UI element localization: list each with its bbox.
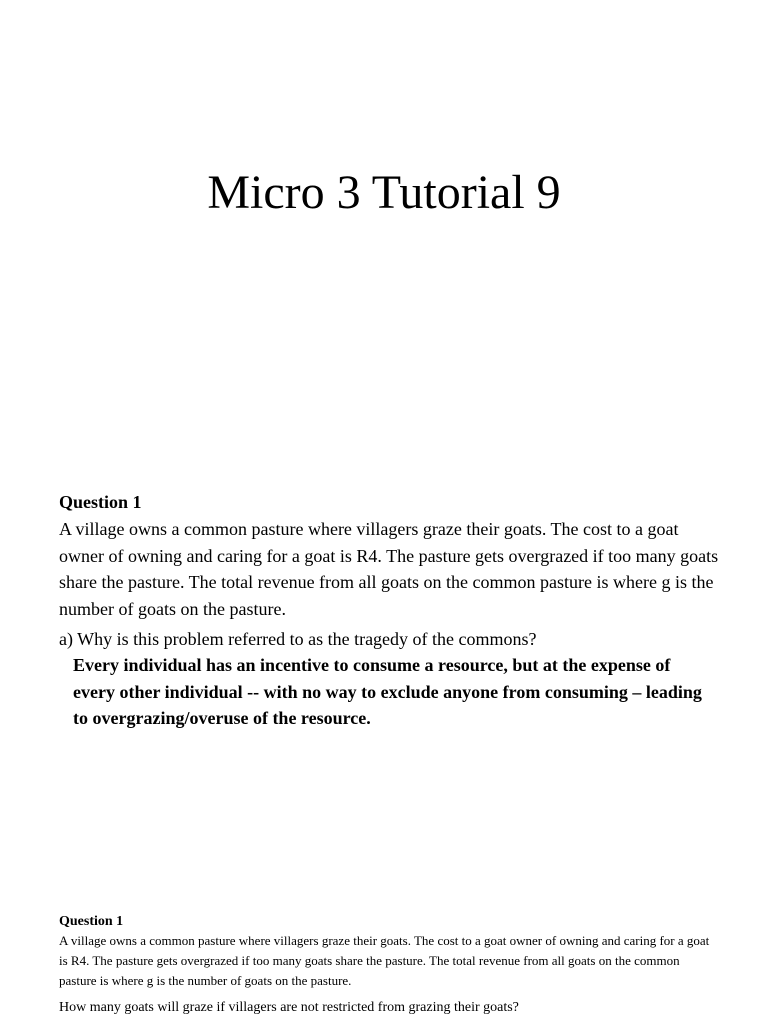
page-title: Micro 3 Tutorial 9 [207, 166, 561, 219]
answer-text: Every individual has an incentive to consume a resource, but at the expense of every other individual -- with no way to exclude anyone from consuming – leading to overgrazing/overuse of the resource. [73, 655, 702, 728]
question-block [59, 491, 719, 732]
sub-question-small: How many goats will graze if villagers are not restricted from grazing their goats? [59, 1000, 519, 1015]
question-text-small: A village owns a common pasture where villagers graze their goats. The cost to a goat owner of owning and caring for a goat is R4. The pasture gets overgrazed if too many goats share the pasture. The total revenue from all goats on the common pasture is where g is the number of goats on the pasture. [59, 933, 710, 988]
question-heading: Question 1 [59, 492, 142, 512]
next-slide-preview [59, 913, 719, 1018]
question-text: A village owns a common pasture where villagers graze their goats. The cost to a goat owner of owning and caring for a goat is R4. The pasture gets overgrazed if too many goats share the pasture. The total revenue from all goats on the common pasture is where g is the number of goats on the pasture. [59, 519, 719, 619]
question-heading-small: Question 1 [59, 914, 124, 929]
sub-question-a: a) Why is this problem referred to as the tragedy of the commons? [59, 629, 537, 649]
